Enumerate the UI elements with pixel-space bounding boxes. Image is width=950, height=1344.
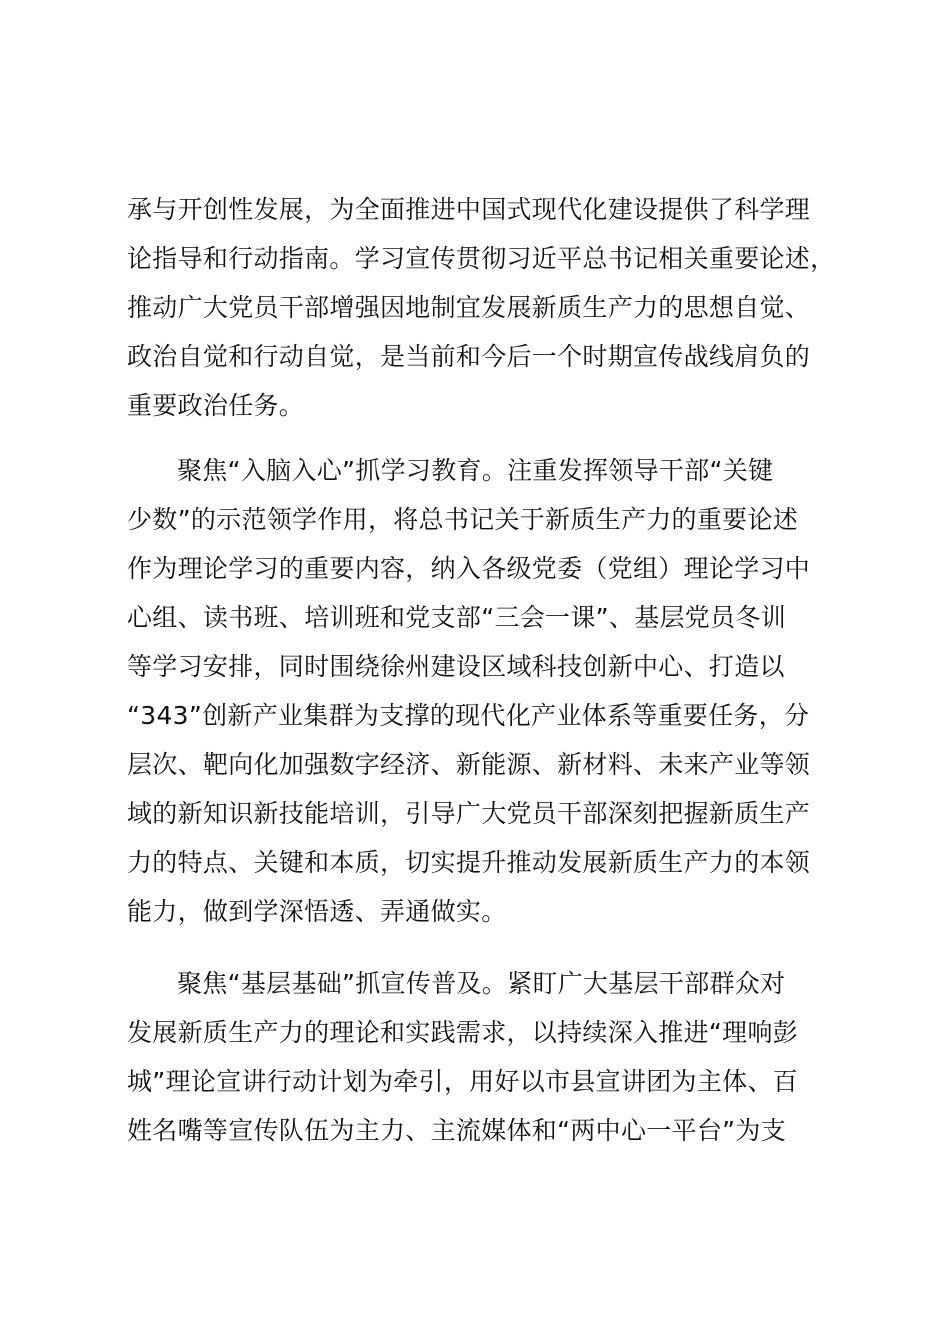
text-line: 城”理论宣讲行动计划为牵引，用好以市县宣讲团为主体、百 <box>127 1067 799 1096</box>
text-line: 承与开创性发展，为全面推进中国式现代化建设提供了科学理 <box>127 195 811 224</box>
text-line: 政治自觉和行动自觉，是当前和今后一个时期宣传战线肩负的 <box>127 342 811 371</box>
text-line: 少数”的示范领学作用，将总书记关于新质生产力的重要论述 <box>127 505 799 534</box>
text-line: 论指导和行动指南。学习宣传贯彻习近平总书记相关重要论述， <box>127 244 836 273</box>
text-line: 等学习安排，同时围绕徐州建设区域科技创新中心、打造以 <box>127 652 785 681</box>
paragraph-continuation <box>127 185 835 430</box>
text-line: 层次、靶向化加强数字经济、新能源、新材料、未来产业等领 <box>127 750 811 779</box>
text-line: 聚焦“基层基础”抓宣传普及。紧盯广大基层干部群众对 <box>177 969 786 998</box>
paragraph-publicity <box>127 959 835 1155</box>
text-line: 力的特点、关键和本质，切实提升推动发展新质生产力的本领 <box>127 848 811 877</box>
text-line: 重要政治任务。 <box>127 391 305 420</box>
text-line: 能力，做到学深悟透、弄通做实。 <box>127 897 507 926</box>
text-line: 聚焦“入脑入心”抓学习教育。注重发挥领导干部“关键 <box>177 456 774 485</box>
text-line: 作为理论学习的重要内容，纳入各级党委（党组）理论学习中 <box>127 554 811 583</box>
paragraph-study-education <box>127 446 835 936</box>
text-line: 心组、读书班、培训班和党支部“三会一课”、基层党员冬训 <box>127 603 787 632</box>
text-line: 发展新质生产力的理论和实践需求，以持续深入推进“理响彭 <box>127 1018 799 1047</box>
text-line: “343”创新产业集群为支撑的现代化产业体系等重要任务，分 <box>127 701 810 730</box>
text-line: 姓名嘴等宣传队伍为主力、主流媒体和“两中心一平台”为支 <box>127 1116 787 1145</box>
text-line: 域的新知识新技能培训，引导广大党员干部深刻把握新质生产 <box>127 799 811 828</box>
text-line: 推动广大党员干部增强因地制宜发展新质生产力的思想自觉、 <box>127 293 811 322</box>
